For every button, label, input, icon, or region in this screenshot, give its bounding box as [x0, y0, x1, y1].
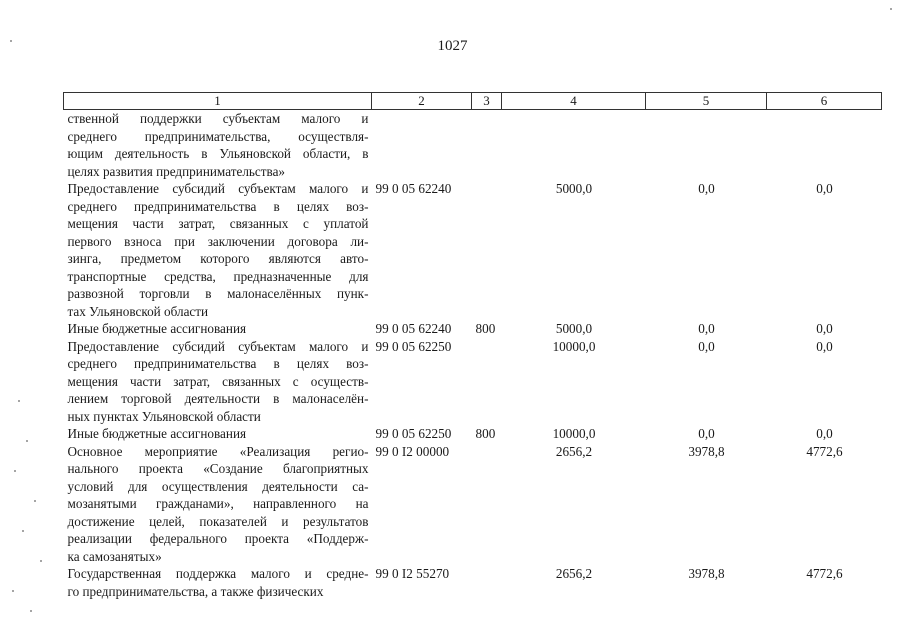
description-line: лением торговой деятельности в малонаселён- [67, 391, 369, 406]
table-row [64, 425, 882, 443]
row-code: 99 0 I2 55270 [375, 566, 450, 581]
row-code: 99 0 05 62240 [375, 181, 452, 196]
table-row [64, 320, 882, 338]
row-value-3: 4772,6 [806, 443, 843, 459]
description-line: реализации федерального проекта «Поддерж- [67, 531, 369, 546]
header-row [64, 93, 882, 110]
row-code: 99 0 05 62250 [375, 338, 452, 354]
row-value-3: 0,0 [816, 321, 833, 336]
description-line: ственной поддержки субъектам малого и [67, 111, 369, 126]
row-expense-type [472, 180, 502, 320]
row-expense-type [472, 110, 502, 181]
description-line: первого взноса при заключении договора ли- [67, 233, 369, 249]
row-description [64, 110, 372, 181]
column-header-2: 2 [372, 93, 472, 110]
column-header-1: 1 [64, 93, 372, 110]
table-body [64, 110, 882, 601]
description-line: транспортные средства, предназначенные для [67, 268, 369, 284]
page-number: 1027 [437, 38, 468, 54]
description-line: тах Ульяновской области [67, 303, 209, 319]
description-line: развозной торговли в малонаселённых пунк- [67, 286, 369, 301]
row-expense-type: 800 [475, 426, 496, 441]
description-line: Иные бюджетные ассигнования [67, 426, 247, 441]
row-code [372, 110, 472, 181]
description-line: мещения части затрат, связанных с уплатой [67, 216, 369, 231]
row-value-3: 0,0 [816, 426, 833, 441]
table-row [64, 443, 882, 566]
column-header-3: 3 [472, 93, 502, 110]
row-value-2: 3978,8 [688, 443, 725, 459]
description-line: ных пунктах Ульяновской области [67, 408, 261, 424]
row-description [64, 425, 372, 443]
table-row [64, 180, 882, 320]
row-value-1: 5000,0 [555, 321, 593, 336]
description-line: Предоставление субсидий субъектам малого и [67, 338, 369, 354]
description-line: ка самозанятых» [67, 548, 162, 564]
row-value-2: 3978,8 [688, 566, 725, 581]
row-value-1: 10000,0 [552, 338, 596, 354]
column-header-6: 6 [767, 93, 882, 110]
row-value-2: 0,0 [698, 426, 715, 441]
row-value-3 [767, 110, 882, 181]
column-header-4: 4 [502, 93, 646, 110]
description-line: достижение целей, показателей и результатов [67, 513, 369, 529]
row-value-2: 0,0 [698, 338, 715, 354]
description-line: целях развития предпринимательства» [67, 163, 286, 179]
row-description [64, 320, 372, 338]
table-row [64, 110, 882, 181]
row-expense-type [472, 338, 502, 426]
description-line: мозанятыми гражданами», направленного на [67, 496, 369, 511]
table-row [64, 565, 882, 600]
row-description [64, 443, 372, 566]
row-value-1: 5000,0 [555, 181, 593, 196]
row-value-3: 4772,6 [806, 566, 843, 581]
table-row [64, 338, 882, 426]
budget-table [63, 92, 882, 600]
description-line: Предоставление субсидий субъектам малого и [67, 181, 369, 196]
description-line: условий для осуществления деятельности са- [67, 478, 369, 494]
description-line: мещения части затрат, связанных с осуществ- [67, 373, 369, 389]
description-line: Иные бюджетные ассигнования [67, 321, 247, 336]
row-description [64, 565, 372, 600]
row-value-1: 2656,2 [555, 566, 593, 581]
description-line: нального проекта «Создание благоприятных [67, 461, 369, 476]
row-value-1: 2656,2 [555, 443, 593, 459]
column-header-5: 5 [646, 93, 767, 110]
row-value-3: 0,0 [816, 338, 833, 354]
row-value-1 [502, 110, 646, 181]
row-value-2: 0,0 [698, 321, 715, 336]
row-expense-type: 800 [475, 321, 496, 336]
row-value-3: 0,0 [816, 181, 833, 196]
row-code: 99 0 05 62240 [375, 321, 452, 336]
description-line: Основное мероприятие «Реализация регио- [67, 443, 369, 459]
row-description [64, 180, 372, 320]
description-line: го предпринимательства, а также физических [67, 583, 324, 599]
row-code: 99 0 I2 00000 [375, 443, 450, 459]
row-code: 99 0 05 62250 [375, 426, 452, 441]
description-line: ющим деятельность в Ульяновской области, в [67, 146, 369, 161]
row-value-2 [646, 110, 767, 181]
row-expense-type [472, 565, 502, 600]
description-line: среднего предпринимательства в целях воз- [67, 198, 369, 214]
description-line: зинга, предметом которого являются авто- [67, 251, 369, 266]
description-line: Государственная поддержка малого и средне- [67, 566, 369, 581]
row-value-1: 10000,0 [552, 426, 596, 441]
description-line: среднего предпринимательства, осуществля- [67, 128, 369, 144]
row-description [64, 338, 372, 426]
description-line: среднего предпринимательства в целях воз- [67, 356, 369, 371]
row-expense-type [472, 443, 502, 566]
row-value-2: 0,0 [698, 181, 715, 196]
